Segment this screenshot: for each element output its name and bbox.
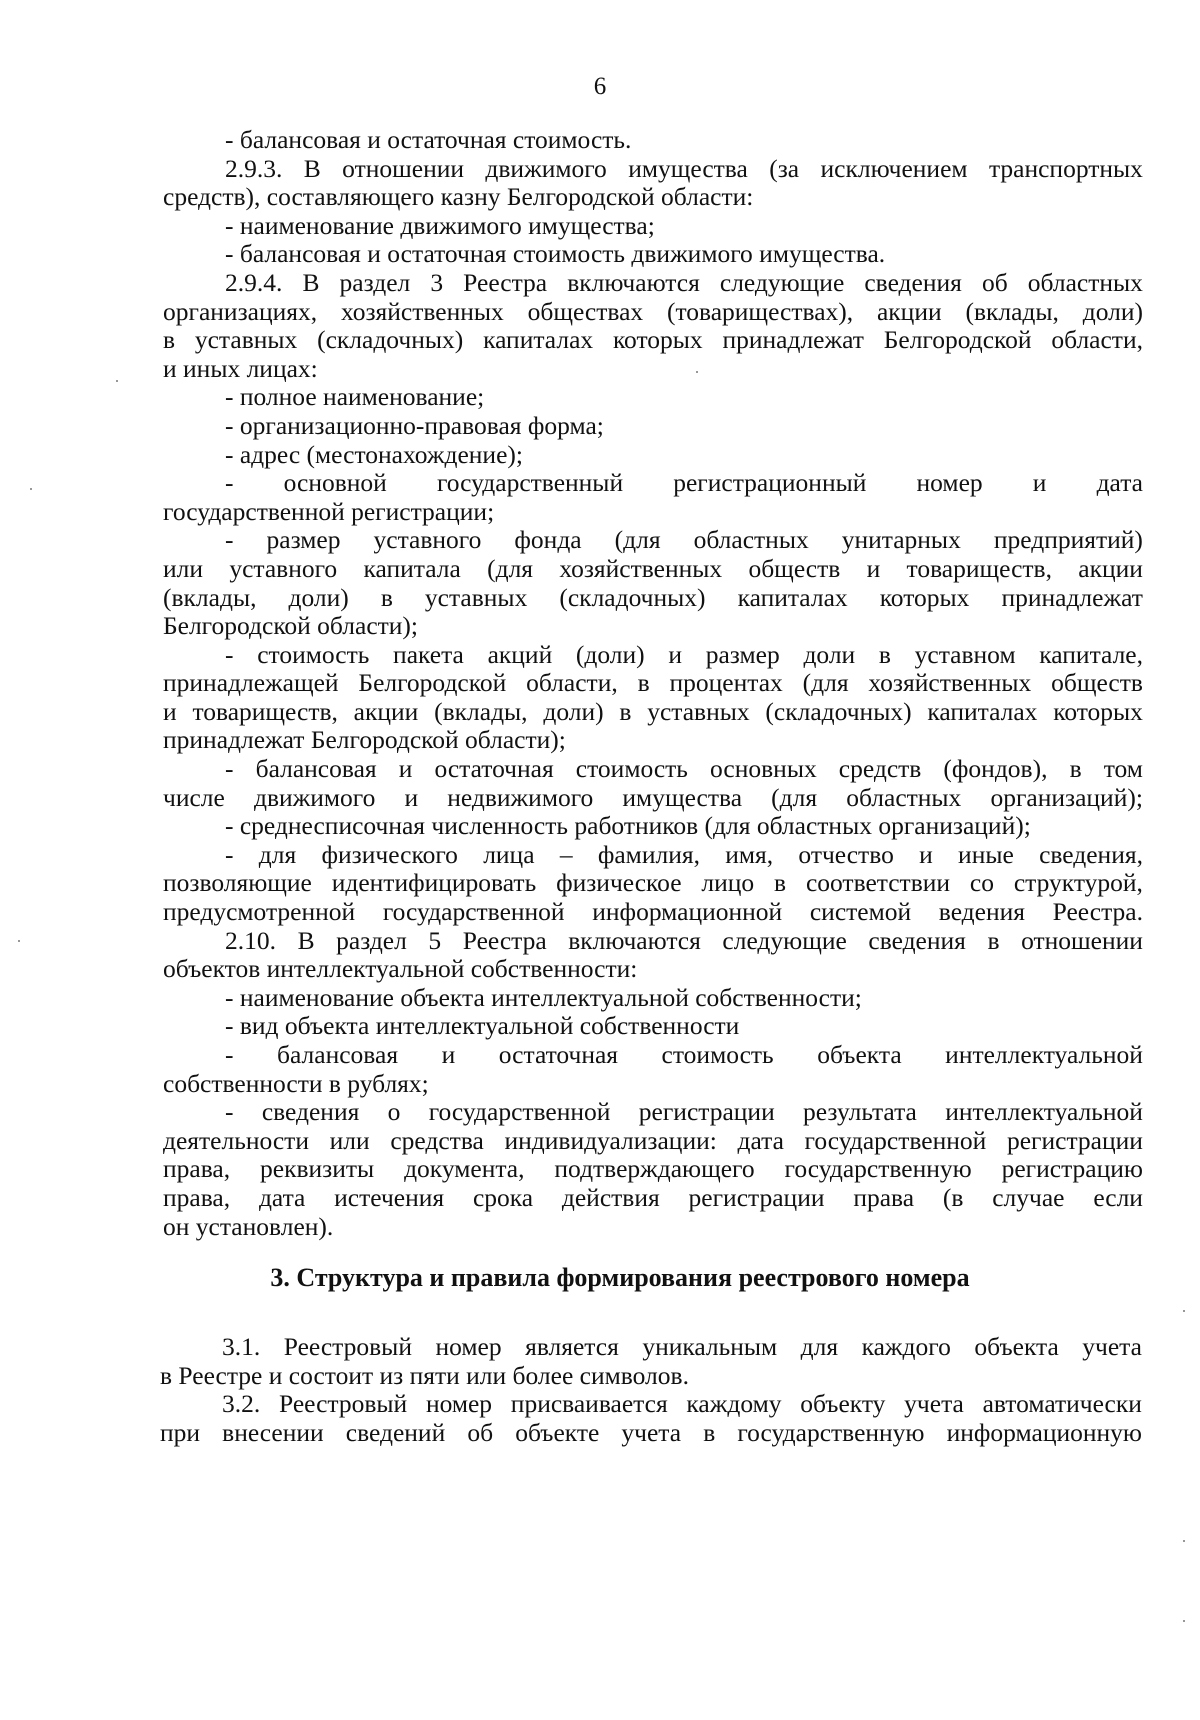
text-line: [163, 1127, 1143, 1156]
word: если: [1093, 1182, 1143, 1212]
word: (складочных): [317, 325, 464, 355]
word: хозяйственных: [559, 553, 723, 583]
word: отношении: [342, 153, 465, 183]
page-number: 6: [593, 73, 607, 100]
word: результата: [803, 1097, 917, 1127]
text-line: - адрес (местонахождение);: [225, 439, 523, 469]
text-line: и иных лицах:: [163, 353, 318, 383]
word: 2.10.: [225, 925, 276, 955]
word: объекта: [974, 1332, 1059, 1361]
text-line: в Реестре и состоит из пяти или более символов.: [160, 1360, 689, 1390]
word: действия: [561, 1182, 660, 1212]
word: 3: [430, 267, 444, 297]
text-line: [163, 526, 1143, 555]
word: соответствии: [805, 868, 951, 898]
word: иные: [958, 839, 1014, 869]
body-text-section-3: [160, 1333, 1142, 1447]
text-line: [160, 1419, 1142, 1448]
word: в: [987, 925, 1000, 955]
word: движимого: [485, 153, 607, 183]
word: принадлежат: [722, 325, 864, 355]
word: капиталах: [737, 582, 848, 612]
word: Реестра.: [1052, 897, 1143, 927]
word: стоимость: [575, 754, 688, 784]
word: и: [668, 639, 683, 669]
word: процентах: [669, 668, 783, 698]
word: является: [525, 1332, 619, 1361]
word: подтверждающего: [554, 1154, 755, 1184]
word: фамилия,: [597, 839, 700, 869]
word: 2.9.3.: [225, 153, 283, 183]
word: основной: [283, 468, 387, 498]
word: номер: [916, 468, 983, 498]
word: которых: [1053, 696, 1143, 726]
word: Реестра: [462, 925, 547, 955]
word: уставных: [194, 325, 298, 355]
text-line: средств), составляющего казну Белгородской области:: [163, 182, 754, 212]
word: фонда: [514, 525, 582, 555]
word: государственной: [428, 1097, 611, 1127]
word: –: [559, 839, 573, 869]
word: В: [303, 153, 321, 183]
word: государственный: [436, 468, 624, 498]
word: хозяйственных: [868, 668, 1032, 698]
text-line: [163, 869, 1143, 898]
word: уникальным: [642, 1332, 778, 1361]
text-line: - среднесписочная численность работников (для областных организаций);: [225, 811, 1031, 841]
word: В: [302, 267, 320, 297]
word: движимого: [253, 782, 376, 812]
word: идентифицировать: [331, 868, 537, 898]
word: обществ: [748, 553, 841, 583]
word: и: [398, 754, 413, 784]
word: -: [225, 839, 234, 869]
word: (товариществах),: [666, 296, 854, 326]
word: об: [467, 1417, 494, 1447]
word: -: [225, 754, 234, 784]
word: номер: [435, 1332, 502, 1361]
word: уставном: [914, 639, 1016, 669]
word: капиталах: [927, 696, 1038, 726]
word: акции: [353, 696, 419, 726]
word: уставных: [647, 696, 750, 726]
word: индивидуализации:: [504, 1125, 717, 1155]
word: следующие: [719, 267, 845, 297]
word: в: [380, 582, 393, 612]
word: о: [387, 1097, 401, 1127]
word: организациях,: [163, 296, 318, 326]
text-line: [163, 469, 1143, 498]
word: сведения: [261, 1097, 360, 1127]
word: государственную: [784, 1154, 972, 1184]
word: области,: [1051, 325, 1143, 355]
word: государственной: [804, 1125, 987, 1155]
word: при: [160, 1417, 201, 1447]
text-line: - организационно-правовая форма;: [225, 410, 604, 440]
word: включаются: [567, 267, 700, 297]
word: сведения: [864, 267, 962, 297]
text-line: - наименование движимого имущества;: [225, 210, 655, 240]
word: раздел: [339, 267, 411, 297]
word: организаций);: [990, 782, 1143, 812]
text-line: [163, 326, 1143, 355]
word: структурой,: [1013, 868, 1143, 898]
word: для: [258, 839, 297, 869]
text-line: объектов интеллектуальной собственности:: [163, 954, 638, 984]
word: балансовая: [255, 754, 377, 784]
word: размер: [266, 525, 341, 555]
word: принадлежащей: [163, 668, 339, 698]
word: доли: [803, 639, 856, 669]
word: стоимость: [661, 1040, 774, 1069]
word: Реестровый: [278, 1389, 408, 1419]
word: обществах: [527, 296, 644, 326]
word: товариществ,: [906, 553, 1052, 583]
text-line: [163, 1041, 1143, 1070]
word: регистрации: [688, 1182, 825, 1212]
text-line: [163, 898, 1143, 927]
word: которых: [612, 325, 703, 355]
word: интеллектуальной: [945, 1097, 1143, 1127]
word: лицо: [701, 868, 755, 898]
word: государственную: [737, 1417, 925, 1447]
word: объекту: [800, 1389, 886, 1419]
text-line: [160, 1333, 1142, 1362]
word: остаточная: [434, 754, 554, 784]
word: учета: [904, 1389, 964, 1419]
text-line: принадлежат Белгородской области);: [163, 725, 566, 755]
text-line: [163, 669, 1143, 698]
word: -: [225, 1040, 234, 1069]
word: позволяющие: [163, 868, 312, 898]
word: хозяйственных: [340, 296, 504, 326]
word: областных: [693, 525, 809, 555]
word: доли): [1082, 296, 1143, 326]
text-line: [163, 641, 1143, 670]
word: областных: [846, 782, 962, 812]
word: 5: [428, 925, 442, 955]
word: (для: [802, 668, 849, 698]
word: права,: [163, 1154, 231, 1184]
text-line: [163, 155, 1143, 184]
text-line: [160, 1390, 1142, 1419]
word: капитале,: [1039, 639, 1143, 669]
text-line: - балансовая и остаточная стоимость.: [225, 125, 632, 154]
word: которых: [879, 582, 970, 612]
word: балансовая: [277, 1040, 399, 1069]
word: лица: [483, 839, 535, 869]
word: государственной: [382, 897, 565, 927]
text-line: [163, 755, 1143, 784]
word: стоимость: [257, 639, 370, 669]
word: уставного: [373, 525, 482, 555]
word: информационную: [946, 1417, 1142, 1447]
word: Реестра: [463, 267, 548, 297]
text-line: [163, 784, 1143, 813]
word: в: [619, 696, 632, 726]
word: имя,: [725, 839, 774, 869]
word: доли): [288, 582, 349, 612]
word: имущества: [622, 782, 743, 812]
word: реквизиты: [260, 1154, 375, 1184]
word: Белгородской: [883, 325, 1032, 355]
word: и: [404, 782, 419, 812]
word: (доли): [575, 639, 645, 669]
word: в: [1069, 754, 1082, 784]
word: системой: [809, 897, 912, 927]
text-line: собственности в рублях;: [163, 1068, 429, 1098]
word: 3.1.: [222, 1332, 261, 1361]
text-line: государственной регистрации;: [163, 496, 495, 526]
word: транспортных: [988, 153, 1143, 183]
text-line: Белгородской области);: [163, 611, 418, 641]
word: сведения,: [1039, 839, 1143, 869]
word: следующие: [722, 925, 847, 955]
word: средств: [838, 754, 922, 784]
word: учета: [1082, 1332, 1142, 1361]
word: в: [703, 1417, 716, 1447]
word: каждому: [686, 1389, 782, 1419]
word: 3.2.: [222, 1389, 261, 1419]
word: размер: [705, 639, 780, 669]
word: или: [329, 1125, 370, 1155]
word: объекте: [515, 1417, 600, 1447]
word: унитарных: [841, 525, 961, 555]
text-line: [163, 841, 1143, 870]
word: регистрационный: [673, 468, 867, 498]
word: документа,: [404, 1154, 525, 1184]
word: случае: [992, 1182, 1065, 1212]
word: уставных: [424, 582, 528, 612]
text-line: [163, 1098, 1143, 1127]
word: предприятий): [993, 525, 1143, 555]
word: права: [853, 1182, 915, 1212]
word: (для: [487, 553, 534, 583]
word: Белгородской: [358, 668, 507, 698]
word: отношении: [1021, 925, 1143, 955]
word: и: [866, 553, 881, 583]
word: в: [774, 868, 787, 898]
word: -: [225, 468, 234, 498]
word: акции: [1078, 553, 1143, 583]
word: в: [637, 668, 650, 698]
word: (для: [614, 525, 661, 555]
word: основных: [710, 754, 817, 784]
word: регистрации: [1006, 1125, 1143, 1155]
word: об: [981, 267, 1008, 297]
word: дата: [1096, 468, 1143, 498]
word: или: [163, 553, 204, 583]
word: областных: [1027, 267, 1143, 297]
text-line: - балансовая и остаточная стоимость движимого имущества.: [225, 239, 886, 269]
word: объекта: [817, 1040, 902, 1069]
text-line: - вид объекта интеллектуальной собственности: [225, 1011, 740, 1041]
word: физического: [321, 839, 458, 869]
word: истечения: [334, 1182, 445, 1212]
text-line: [163, 298, 1143, 327]
word: информационной: [592, 897, 783, 927]
word: числе: [163, 782, 225, 812]
word: предусмотренной: [163, 897, 356, 927]
word: (складочных): [559, 582, 706, 612]
word: (за: [769, 153, 800, 183]
word: 2.9.4.: [225, 267, 283, 297]
word: отчество: [798, 839, 894, 869]
word: номер: [425, 1389, 493, 1419]
word: акций: [487, 639, 553, 669]
word: -: [225, 639, 234, 669]
word: остаточная: [498, 1040, 619, 1069]
word: (в: [942, 1182, 964, 1212]
word: раздел: [336, 925, 407, 955]
word: (для: [771, 782, 818, 812]
word: и: [1032, 468, 1047, 498]
word: интеллектуальной: [945, 1040, 1143, 1069]
word: регистрации: [638, 1097, 775, 1127]
word: имущества: [628, 153, 748, 183]
text-line: [163, 1155, 1143, 1184]
word: капитала: [363, 553, 461, 583]
word: том: [1103, 754, 1143, 784]
word: (вклады,: [965, 296, 1059, 326]
word: исключением: [820, 153, 968, 183]
text-line: - наименование объекта интеллектуальной собственности;: [225, 982, 862, 1012]
word: (вклады,: [163, 582, 257, 612]
word: области,: [526, 668, 618, 698]
word: учета: [621, 1417, 682, 1447]
word: внесении: [222, 1417, 324, 1447]
word: срока: [472, 1182, 534, 1212]
word: в: [878, 639, 891, 669]
word: В: [297, 925, 315, 955]
word: для: [800, 1332, 839, 1361]
word: автоматически: [982, 1389, 1142, 1419]
word: физическое: [556, 868, 682, 898]
word: (складочных): [765, 696, 912, 726]
word: акции: [876, 296, 942, 326]
word: деятельности: [163, 1125, 309, 1155]
text-line: [163, 927, 1143, 956]
word: права,: [163, 1182, 231, 1212]
word: недвижимого: [447, 782, 594, 812]
word: сведений: [345, 1417, 446, 1447]
word: и: [919, 839, 933, 869]
word: сведения: [868, 925, 966, 955]
word: товариществ,: [192, 696, 338, 726]
word: и: [163, 696, 177, 726]
word: пакета: [393, 639, 464, 669]
text-line: он установлен).: [163, 1211, 334, 1241]
word: принадлежат: [1001, 582, 1143, 612]
word: доли): [543, 696, 604, 726]
text-line: [163, 1184, 1143, 1213]
word: средства: [390, 1125, 484, 1155]
word: уставного: [229, 553, 338, 583]
word: и: [441, 1040, 456, 1069]
text-line: [163, 555, 1143, 584]
word: со: [969, 868, 994, 898]
word: присваивается: [510, 1389, 668, 1419]
text-line: [163, 269, 1143, 298]
text-line: [163, 584, 1143, 613]
word: ведения: [938, 897, 1025, 927]
section-heading: 3. Структура и правила формирования реестрового номера: [270, 1263, 970, 1292]
word: включаются: [568, 925, 701, 955]
body-text-section-2: [163, 126, 1143, 1241]
word: обществ: [1051, 668, 1143, 698]
word: регистрацию: [1001, 1154, 1143, 1184]
word: каждого: [861, 1332, 951, 1361]
word: (вклады,: [434, 696, 528, 726]
word: Реестровый: [283, 1332, 412, 1361]
word: в: [163, 325, 176, 355]
word: (фондов),: [943, 754, 1048, 784]
text-line: - полное наименование;: [225, 382, 485, 412]
word: -: [225, 1097, 234, 1127]
word: дата: [737, 1125, 784, 1155]
word: капиталах: [483, 325, 594, 355]
word: дата: [258, 1182, 306, 1212]
text-line: [163, 698, 1143, 727]
word: -: [225, 525, 234, 555]
